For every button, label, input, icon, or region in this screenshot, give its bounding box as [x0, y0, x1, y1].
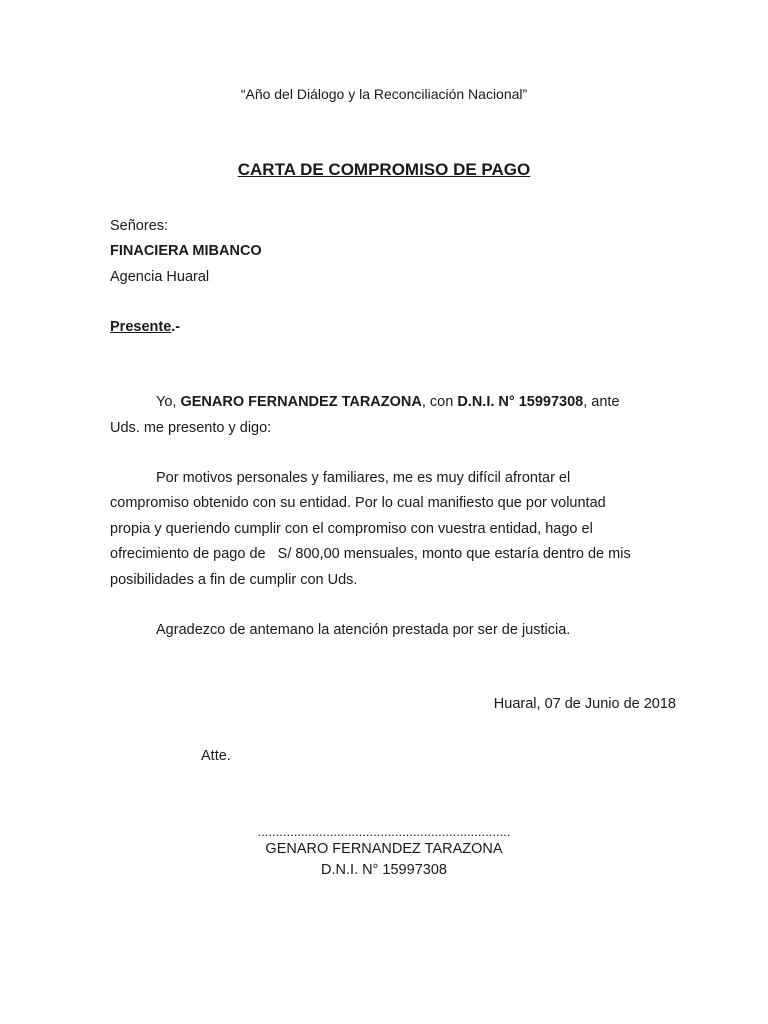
recipient-agency: Agencia Huaral	[110, 269, 210, 285]
body-line-1: Por motivos personales y familiares, me es muy difícil afrontar el	[156, 470, 571, 486]
intro-yo: Yo,	[156, 394, 181, 410]
intro-line-1	[156, 393, 620, 411]
salutation: Señores:	[110, 218, 169, 234]
presente-suffix: .-	[171, 319, 181, 335]
intro-dni: D.N.I. N° 15997308	[457, 394, 584, 410]
intro-line-2: Uds. me presento y digo:	[110, 420, 272, 436]
body-line-5: posibilidades a fin de cumplir con Uds.	[110, 572, 358, 588]
signature-line: ......................................................................	[257, 824, 511, 839]
body-line-2: compromiso obtenido con su entidad. Por lo cual manifiesto que por voluntad	[110, 495, 606, 511]
thanks-line: Agradezco de antemano la atención prestada por ser de justicia.	[156, 622, 571, 638]
intro-con: , con	[421, 394, 458, 410]
recipient-company: FINACIERA MIBANCO	[110, 243, 262, 259]
intro-name: GENARO FERNANDEZ TARAZONA	[180, 394, 422, 410]
signature-name: GENARO FERNANDEZ TARAZONA	[265, 841, 503, 857]
presente-heading	[110, 318, 180, 336]
signature-dni: D.N.I. N° 15997308	[321, 862, 447, 878]
body-line-3: propia y queriendo cumplir con el compromiso con vuestra entidad, hago el	[110, 521, 593, 537]
body-line-4: ofrecimiento de pago de S/ 800,00 mensuales, monto que estaría dentro de mis	[110, 546, 631, 562]
closing: Atte.	[201, 748, 231, 764]
intro-ante: , ante	[583, 394, 620, 410]
presente-word: Presente	[110, 319, 172, 335]
letter-title: CARTA DE COMPROMISO DE PAGO	[237, 160, 531, 179]
motto: “Año del Diálogo y la Reconciliación Nacional”	[240, 86, 528, 102]
letter-date: Huaral, 07 de Junio de 2018	[493, 696, 676, 712]
